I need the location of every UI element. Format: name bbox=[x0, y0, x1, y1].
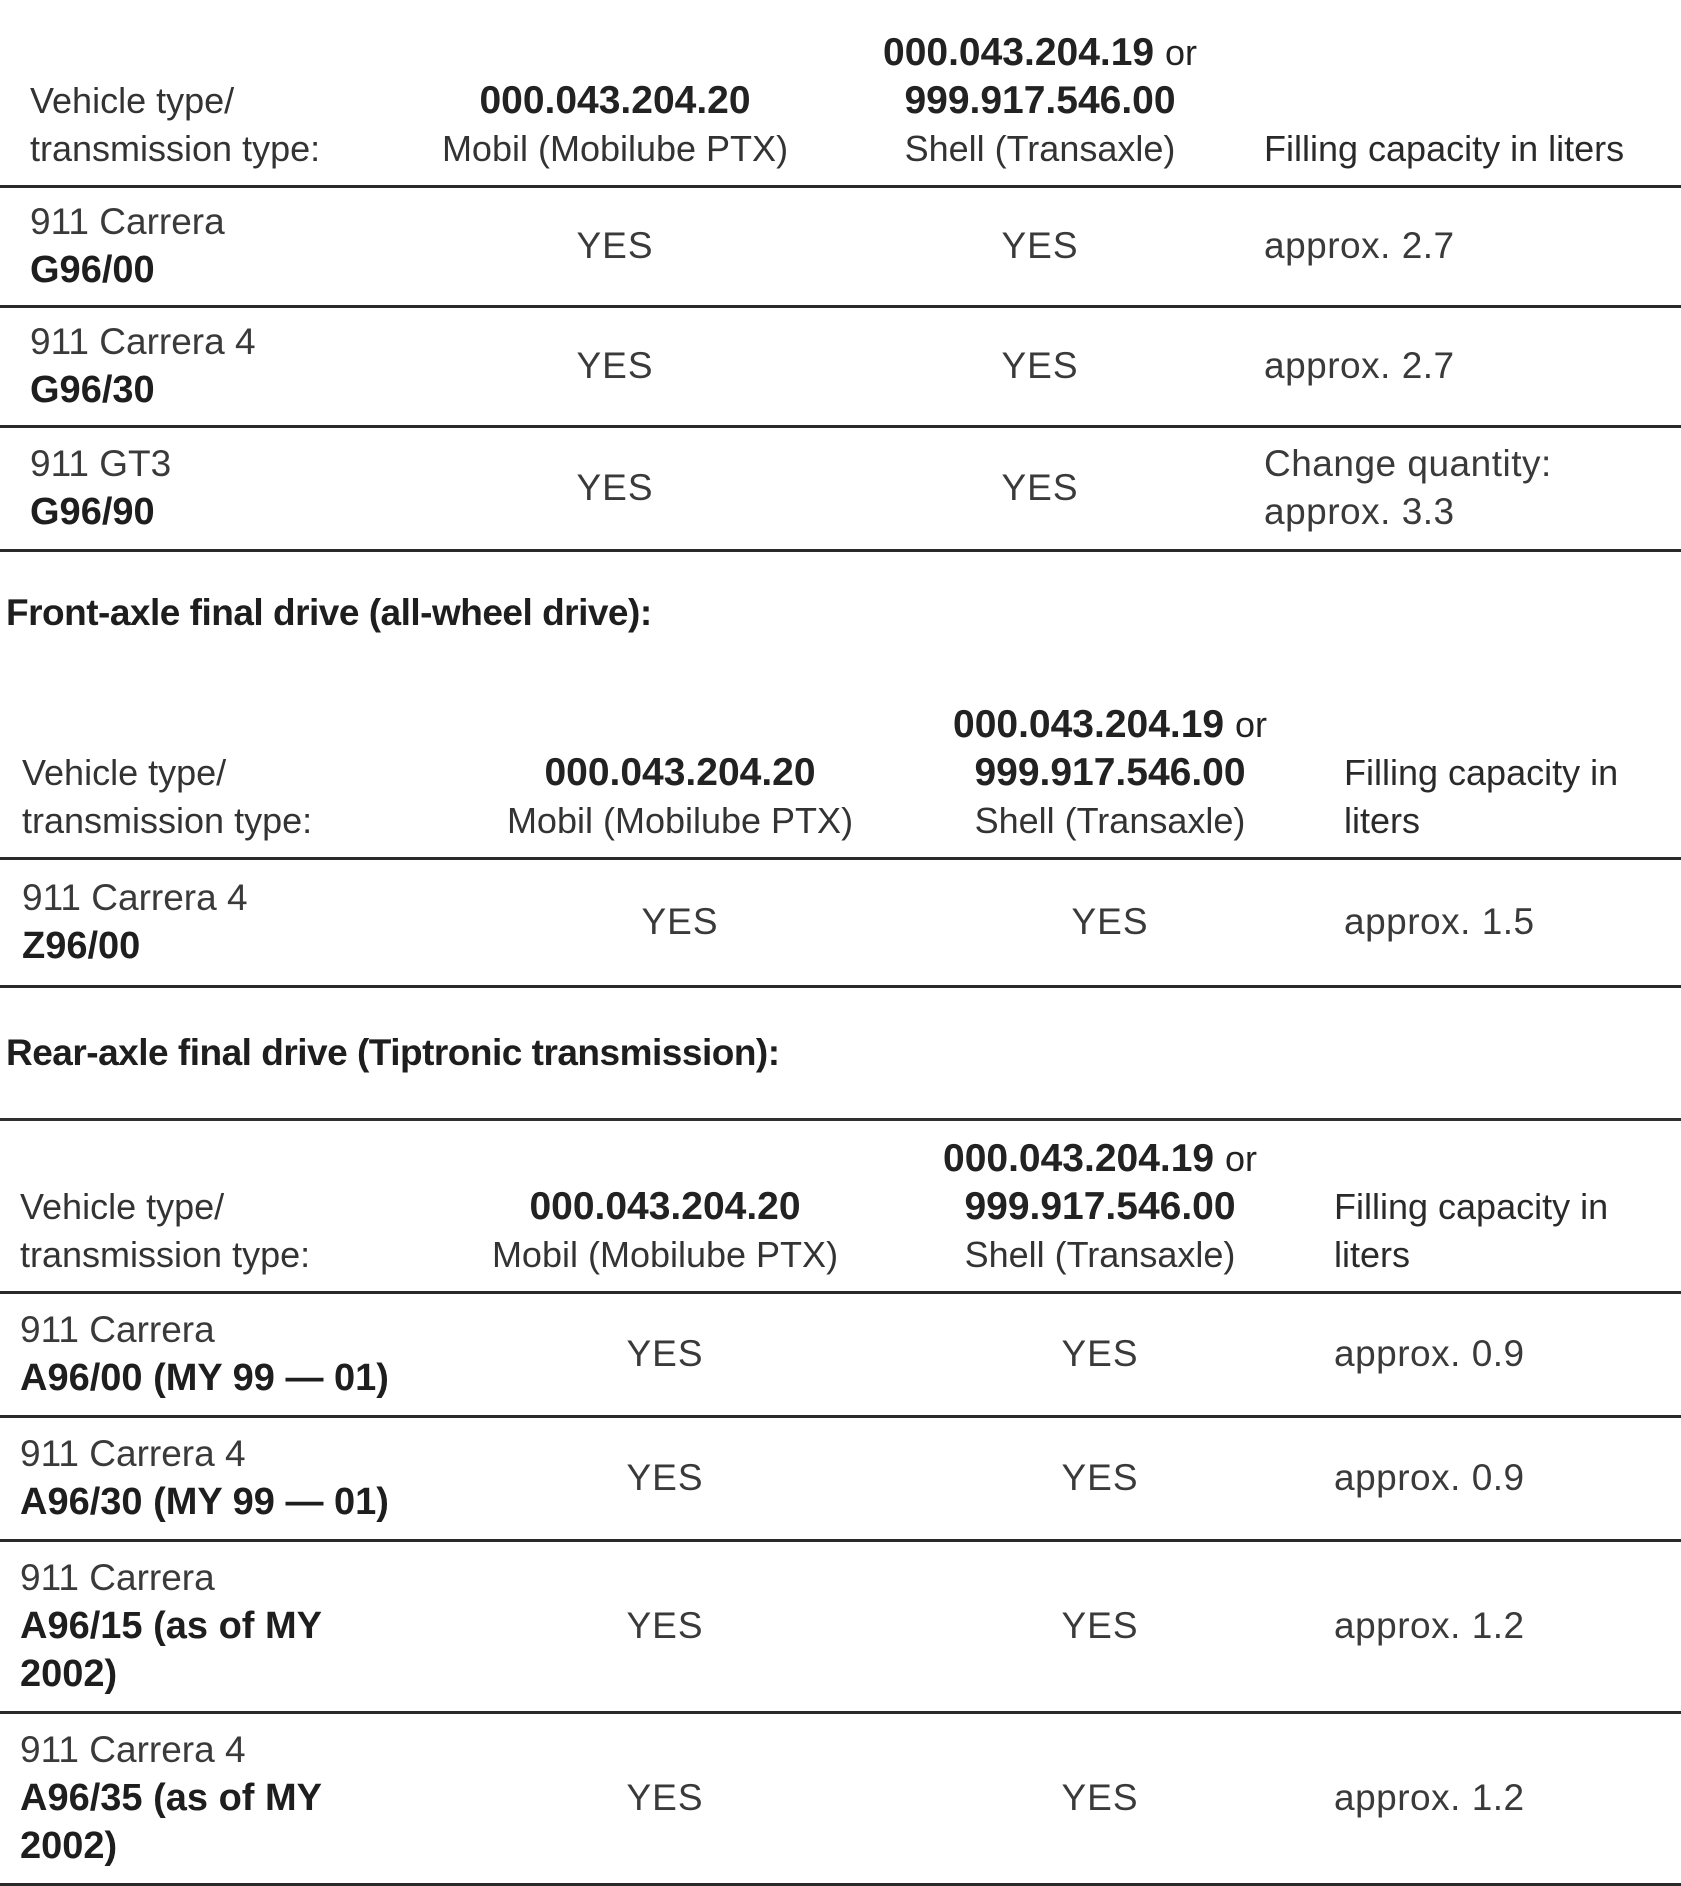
filling-capacity: approx. 1.5 bbox=[1340, 858, 1681, 986]
table-row bbox=[0, 858, 1681, 986]
mobil-compatibility: YES bbox=[410, 186, 820, 306]
mobil-brand: Mobil (Mobilube PTX) bbox=[441, 127, 789, 169]
mobil-part-number: 000.043.204.20 bbox=[544, 750, 816, 794]
shell-or-label: or bbox=[1164, 31, 1197, 73]
shell-compatibility: YES bbox=[820, 306, 1260, 426]
table-row bbox=[0, 1540, 1681, 1712]
vehicle-header-line1: Vehicle type/ bbox=[30, 79, 235, 121]
vehicle-model: 911 GT3 bbox=[30, 443, 172, 484]
mobil-compatibility: YES bbox=[460, 1292, 870, 1416]
vehicle-cell bbox=[0, 858, 480, 986]
capacity-header bbox=[1330, 1130, 1681, 1292]
table-header-row bbox=[0, 1130, 1681, 1292]
table-row bbox=[0, 426, 1681, 550]
shell-part-number-1: 000.043.204.19 bbox=[943, 1136, 1215, 1180]
shell-brand: Shell (Transaxle) bbox=[974, 799, 1246, 841]
vehicle-header-line1: Vehicle type/ bbox=[22, 751, 227, 793]
shell-compatibility: YES bbox=[870, 1292, 1330, 1416]
transmission-code: A96/35 (as of MY 2002) bbox=[20, 1777, 322, 1867]
vehicle-header-line2: transmission type: bbox=[22, 799, 313, 841]
shell-brand: Shell (Transaxle) bbox=[904, 127, 1176, 169]
mobil-oil-header bbox=[460, 1130, 870, 1292]
transmission-code: A96/00 (MY 99 — 01) bbox=[20, 1357, 389, 1399]
transmission-code: G96/30 bbox=[30, 369, 155, 411]
capacity-header-line2: liters bbox=[1334, 1233, 1411, 1275]
mobil-compatibility: YES bbox=[460, 1416, 870, 1540]
filling-capacity bbox=[1260, 426, 1681, 550]
shell-part-number-2: 999.917.546.00 bbox=[964, 1184, 1236, 1228]
mobil-oil-header bbox=[410, 18, 820, 186]
vehicle-cell bbox=[0, 1416, 460, 1540]
mobil-compatibility: YES bbox=[460, 1540, 870, 1712]
vehicle-header-line1: Vehicle type/ bbox=[20, 1185, 225, 1227]
front-axle-table bbox=[0, 690, 1681, 988]
vehicle-model: 911 Carrera bbox=[30, 201, 225, 242]
table-row bbox=[0, 1292, 1681, 1416]
shell-compatibility: YES bbox=[870, 1712, 1330, 1884]
transmission-code: G96/90 bbox=[30, 491, 155, 533]
table-header-row bbox=[0, 690, 1681, 858]
filling-capacity: approx. 2.7 bbox=[1260, 186, 1681, 306]
vehicle-model: 911 Carrera 4 bbox=[30, 321, 256, 362]
filling-capacity: approx. 0.9 bbox=[1330, 1416, 1681, 1540]
mobil-part-number: 000.043.204.20 bbox=[479, 78, 751, 122]
vehicle-type-header bbox=[0, 690, 480, 858]
shell-part-number-1: 000.043.204.19 bbox=[883, 30, 1155, 74]
section-divider bbox=[0, 1118, 1681, 1121]
mobil-compatibility: YES bbox=[410, 426, 820, 550]
filling-capacity: approx. 0.9 bbox=[1330, 1292, 1681, 1416]
transmission-code: G96/00 bbox=[30, 249, 155, 291]
table-row bbox=[0, 186, 1681, 306]
shell-oil-header bbox=[820, 18, 1260, 186]
mobil-compatibility: YES bbox=[460, 1712, 870, 1884]
mobil-brand: Mobil (Mobilube PTX) bbox=[506, 799, 854, 841]
shell-or-label: or bbox=[1234, 703, 1267, 745]
shell-compatibility: YES bbox=[820, 186, 1260, 306]
table-row bbox=[0, 1712, 1681, 1884]
mobil-brand: Mobil (Mobilube PTX) bbox=[491, 1233, 839, 1275]
filling-capacity: approx. 1.2 bbox=[1330, 1712, 1681, 1884]
shell-compatibility: YES bbox=[870, 1540, 1330, 1712]
filling-capacity: approx. 1.2 bbox=[1330, 1540, 1681, 1712]
shell-compatibility: YES bbox=[870, 1416, 1330, 1540]
vehicle-model: 911 Carrera bbox=[20, 1309, 215, 1350]
vehicle-type-header bbox=[0, 1130, 460, 1292]
shell-or-label: or bbox=[1224, 1137, 1257, 1179]
table-row bbox=[0, 1416, 1681, 1540]
shell-compatibility: YES bbox=[820, 426, 1260, 550]
mobil-part-number: 000.043.204.20 bbox=[529, 1184, 801, 1228]
shell-part-number-2: 999.917.546.00 bbox=[904, 78, 1176, 122]
vehicle-header-line2: transmission type: bbox=[30, 127, 321, 169]
shell-oil-header bbox=[870, 1130, 1330, 1292]
table-header-row bbox=[0, 18, 1681, 186]
shell-oil-header bbox=[880, 690, 1340, 858]
shell-part-number-2: 999.917.546.00 bbox=[974, 750, 1246, 794]
vehicle-model: 911 Carrera 4 bbox=[20, 1433, 246, 1474]
vehicle-header-line2: transmission type: bbox=[20, 1233, 311, 1275]
capacity-header bbox=[1260, 18, 1681, 186]
rear-axle-table bbox=[0, 1130, 1681, 1886]
mobil-compatibility: YES bbox=[410, 306, 820, 426]
vehicle-model: 911 Carrera 4 bbox=[20, 1729, 246, 1770]
shell-brand: Shell (Transaxle) bbox=[964, 1233, 1236, 1275]
front-axle-heading: Front-axle final drive (all-wheel drive): bbox=[6, 592, 652, 633]
vehicle-type-header bbox=[0, 18, 410, 186]
vehicle-cell bbox=[0, 186, 410, 306]
shell-part-number-1: 000.043.204.19 bbox=[953, 702, 1225, 746]
change-quantity-label: Change quantity: bbox=[1264, 443, 1552, 484]
vehicle-cell bbox=[0, 1540, 460, 1712]
vehicle-cell bbox=[0, 1292, 460, 1416]
rear-axle-heading: Rear-axle final drive (Tiptronic transmission): bbox=[6, 1032, 780, 1073]
transmission-code: Z96/00 bbox=[22, 925, 141, 967]
filling-capacity: approx. 2.7 bbox=[1260, 306, 1681, 426]
change-quantity-value: approx. 3.3 bbox=[1264, 491, 1455, 532]
vehicle-cell bbox=[0, 426, 410, 550]
vehicle-cell bbox=[0, 306, 410, 426]
capacity-header bbox=[1340, 690, 1681, 858]
mobil-oil-header bbox=[480, 690, 880, 858]
vehicle-model: 911 Carrera 4 bbox=[22, 877, 248, 918]
table-row bbox=[0, 306, 1681, 426]
capacity-header-line1: Filling capacity in bbox=[1334, 1185, 1609, 1227]
transmission-code: A96/30 (MY 99 — 01) bbox=[20, 1481, 389, 1523]
capacity-header-line2: liters bbox=[1344, 799, 1421, 841]
manual-transmission-table bbox=[0, 18, 1681, 552]
vehicle-cell bbox=[0, 1712, 460, 1884]
capacity-header-line1: Filling capacity in bbox=[1344, 751, 1619, 793]
mobil-compatibility: YES bbox=[480, 858, 880, 986]
transmission-code: A96/15 (as of MY 2002) bbox=[20, 1605, 322, 1695]
shell-compatibility: YES bbox=[880, 858, 1340, 986]
vehicle-model: 911 Carrera bbox=[20, 1557, 215, 1598]
capacity-header-text: Filling capacity in liters bbox=[1264, 127, 1625, 169]
